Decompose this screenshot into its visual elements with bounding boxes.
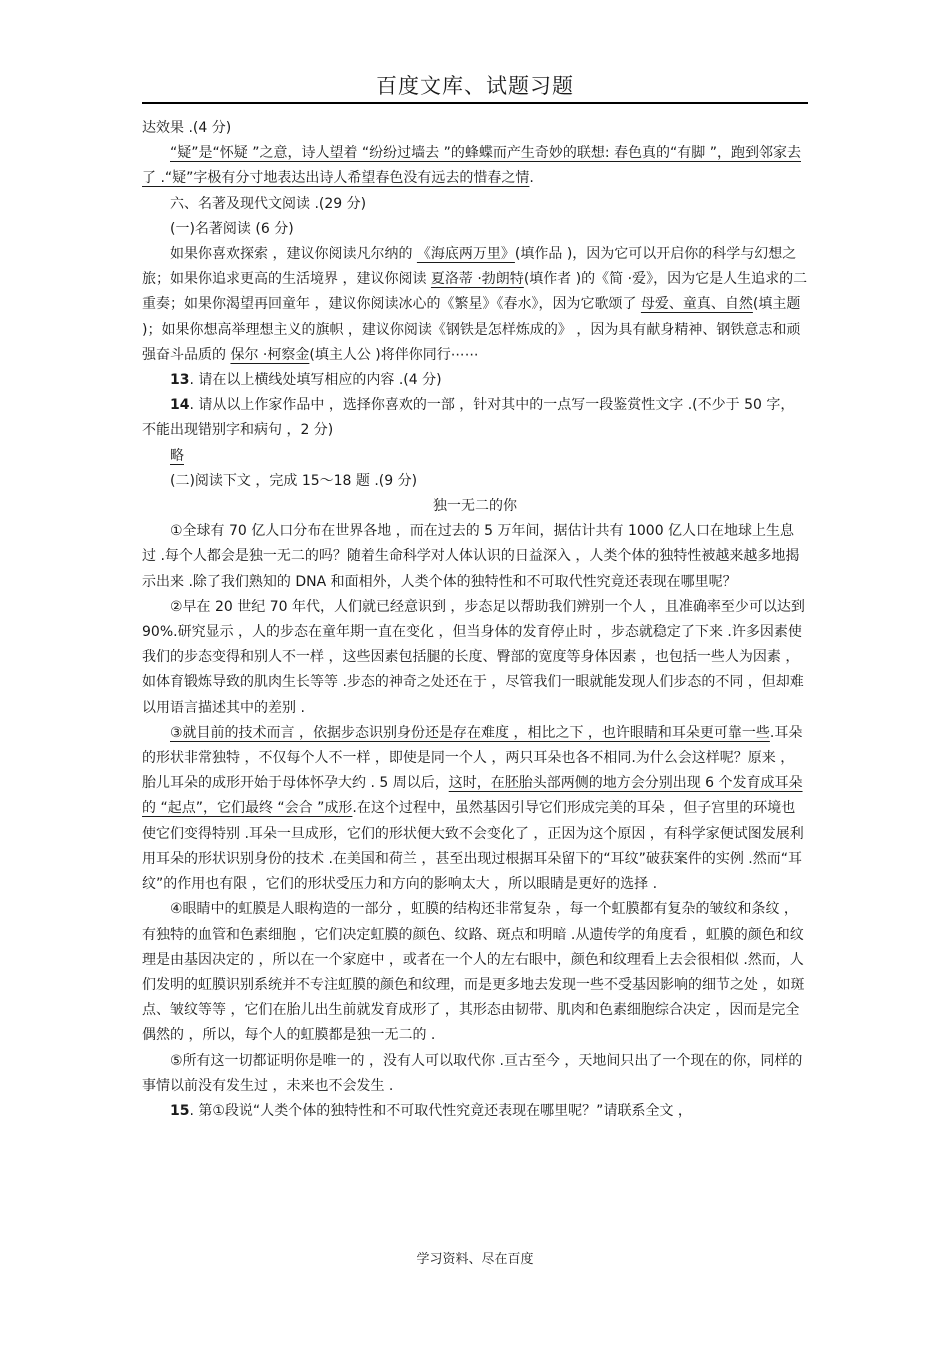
classics-text-2: (填作品 )，因为它可以开启你的科学与幻想之旅；如果你追求更高的生活境界 ，建议你阅读 (142, 246, 797, 288)
classics-text-1: 如果你喜欢探索 ，建议你阅读凡尔纳的 (170, 246, 417, 263)
article-paragraph-1: ①全球有 70 亿人口分布在世界各地 ，而在过去的 5 万年间，据估计共有 1000 亿人口在地球上生息过 .每个人都会是独一无二的吗？随着生命科学对人体认识的日益深入 ，人类个体的独特性被越来越多地揭示出来 .除了我们熟知的 DNA 和面相外，人类个体的独特性和不可取代性究竟还表现在哪里呢？ (142, 523, 800, 590)
article-paragraph-5: ⑤所有这一切都证明你是唯一的 ，没有人可以取代你 .亘古至今 ，天地间只出了一个现在的你，同样的事情以前没有发生过 ，未来也不会发生 . (142, 1052, 803, 1094)
page-footer: 学习资料、尽在百度 (416, 1252, 534, 1267)
answer-14-text: 略 (170, 447, 184, 464)
document-body (142, 116, 808, 1124)
answer-author: 夏洛蒂 ·勃朗特 (430, 271, 524, 288)
paragraph-3-underlined-2: 这时，在胚胎头部两侧的地方会分别出现 6 个发育成耳朵的 “起点”，它们最终 “会合 ”成形 (142, 775, 803, 817)
question-13 (142, 368, 808, 393)
question-13-number: 13 (170, 372, 190, 389)
article-title: 独一无二的你 (433, 498, 517, 515)
question-15-text: . 第①段说“人类个体的独特性和不可取代性究竟还表现在哪里呢？”请联系全文 ， (189, 1102, 692, 1119)
answer-12-text: “疑”是“怀疑 ”之意，诗人望着 “纷纷过墙去 ”的蜂蝶而产生奇妙的联想: 春色真的“有脚 ”，跑到邻家去了 .“疑”字极有分寸地表达出诗人希望春色没有远去的惜春之情 (142, 145, 801, 187)
answer-12-period: . (529, 170, 534, 187)
article-paragraph-4: ④眼睛中的虹膜是人眼构造的一部分 ，虹膜的结构还非常复杂 ，每一个虹膜都有复杂的皱纹和条纹 ，有独特的血管和色素细胞 ，它们决定虹膜的颜色、纹路、斑点和明暗 .从遗传学的角度看 ，虹膜的颜色和纹理是由基因决定的 ，所以在一个家庭中 ，或者在一个人的左右眼中，颜色和纹理看上去会很相似 .然而，人们发明的虹膜识别系统并不专注虹膜的颜色和纹理，而是更多地去发现一些不受基因影响的细节之处 ，如斑点、皱纹等等 ，它们在胎儿出生前就发育成形了 ，其形态由韧带、肌肉和色素细胞综合决定 ，因而是完全偶然的 ，所以，每个人的虹膜都是独一无二的 . (142, 901, 805, 1044)
answer-14 (142, 444, 808, 469)
paragraph-3-text-2: .在这个过程中，虽然基因引导它们形成完美的耳朵 ，但子宫里的环境也使它们变得特别 .耳朵一旦成形，它们的形状便大致不会变化了 ，正因为这个原因 ，有科学家便试图发展利用耳朵的形状识别身份的技术 .在美国和荷兰 ，甚至出现过根据耳朵留下的“耳纹”破获案件的实例 .然而“耳纹”的作用也有限 ，它们的形状受压力和方向的影响太大 ，所以眼睛是更好的选择 . (142, 800, 804, 893)
classics-text-4: (填主题 )；如果你想高举理想主义的旗帜 ，建议你阅读《钢铁是怎样炼成的》 ，因为具有献身精神、钢铁意志和顽强奋斗品质的 (142, 296, 801, 363)
question-14-number: 14 (170, 397, 190, 414)
answer-theme: 母爱、童真、自然 (640, 296, 753, 313)
answer-work-title: 《海底两万里》 (416, 246, 515, 263)
question-13-text: . 请在以上横线处填写相应的内容 .(4 分) (189, 372, 442, 389)
subsection-one-heading: (一)名著阅读 (6 分) (170, 220, 294, 237)
question-14-text: . 请从以上作家作品中 ，选择你喜欢的一部 ，针对其中的一点写一段鉴赏性文字 .(不少于 50 字，不能出现错别字和病句 ，2 分) (142, 397, 795, 439)
article-paragraph-3 (142, 721, 808, 897)
paragraph-3-underlined-1: ③就目前的技术而言 ，依据步态识别身份还是存在难度 ，相比之下 ，也许眼睛和耳朵更可靠一些 (170, 724, 770, 741)
classics-text-5: (填主人公 )将伴你同行⋯⋯ (309, 346, 479, 363)
subsection-two-heading: (二)阅读下文 ，完成 15～18 题 .(9 分) (170, 472, 418, 489)
paragraph-3-text-1: .耳朵的形状非常独特 ，不仅每个人不一样 ，即使是同一个人 ，两只耳朵也各不相同.为什么会这样呢？原来 ，胎儿耳朵的成形开始于母体怀孕大约 . 5 周以后， (142, 724, 803, 792)
header-divider (142, 102, 808, 104)
classics-text-3: (填作者 )的《简 ·爱》，因为它是人生追求的二重奏；如果你渴望再回童年 ，建议你阅读冰心的《繁星》《春水》，因为它歌颂了 (142, 271, 808, 313)
answer-protagonist: 保尔 ·柯察金 (230, 346, 310, 363)
paragraph-answer-12 (142, 141, 808, 191)
question-15-number: 15 (170, 1102, 190, 1119)
question-15 (142, 1099, 808, 1124)
paragraph-answer-end: 达效果 .(4 分) (142, 120, 232, 136)
page-header-title: 百度文库、试题习题 (376, 74, 574, 98)
section-six-heading: 六、名著及现代文阅读 .(29 分) (170, 195, 367, 212)
question-14 (142, 393, 808, 443)
article-paragraph-2: ②早在 20 世纪 70 年代，人们就已经意识到 ，步态足以帮助我们辨别一个人 ，且准确率至少可以达到 90%.研究显示 ，人的步态在童年期一直在变化 ，但当身体的发育停止时 ，步态就稳定了下来 .许多因素使我们的步态变得和别人不一样 ，这些因素包括腿的长度、臀部的宽度等身体因素 ，也包括一些人为因素 ，如体育锻炼导致的肌肉生长等等 .步态的神奇之处还在于 ，尽管我们一眼就能发现人们步态的不同 ，但却难以用语言描述其中的差别 . (142, 598, 805, 716)
paragraph-classics-reading (142, 242, 808, 368)
